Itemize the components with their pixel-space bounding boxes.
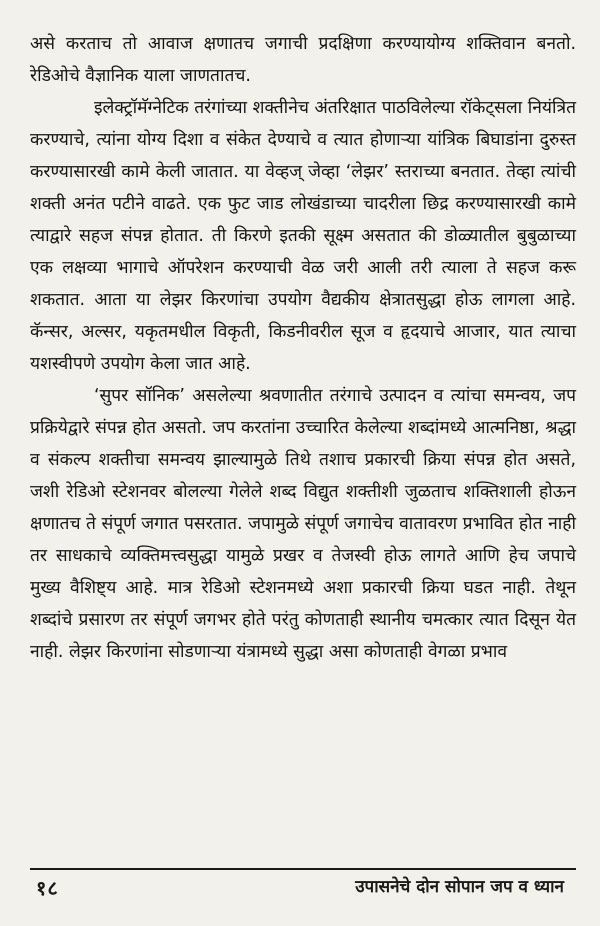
- paragraph-continuation: असे करताच तो आवाज क्षणातच जगाची प्रदक्षिणा करण्यायोग्य शक्तिवान बनतो. रेडिओचे वैज्ञानिक याला जाणतातच.: [30, 34, 576, 86]
- page-number: १८: [36, 876, 59, 900]
- paragraph-super-sonic: ‘सुपर सॉनिक’ असलेल्या श्रवणातीत तरंगाचे उत्पादन व त्यांचा समन्वय, जप प्रक्रियेद्वारे संपन्न होत असतो. जप करतांना उच्चारित केलेल्या शब्दांमध्ये आत्मनिष्ठा, श्रद्धा व संकल्प शक्तीचा समन्वय झाल्यामुळे तिथे तशाच प्रकारची क्रिया संपन्न होत असते, जशी रेडिओ स्टेशनवर बोलल्या गेलेले शब्द विद्युत शक्तीशी जुळताच शक्तिशाली होऊन क्षणातच ते संपूर्ण जगात पसरतात. जपामुळे संपूर्ण जगाचेच वातावरण प्रभावित होत नाही तर साधकाचे व्यक्तिमत्त्वसुद्धा यामुळे प्रखर व तेजस्वी होऊ लागते आणि हेच जपाचे मुख्य वैशिष्ट्य आहे. मात्र रेडिओ स्टेशनमध्ये अशा प्रकारची क्रिया घडत नाही. तेथून शब्दांचे प्रसारण तर संपूर्ण जगभर होते परंतु कोणताही स्थानीय चमत्कार त्यात दिसून येत नाही. लेझर किरणांना सोडणाऱ्या यंत्रामध्ये सुद्धा असा कोणताही वेगळा प्रभाव: [30, 386, 576, 662]
- running-footer-title: उपासनेचे दोन सोपान जप व ध्यान: [355, 877, 564, 897]
- paragraph-laser-waves: इलेक्ट्रॉमॅग्नेटिक तरंगांच्या शक्तीनेच अंतरिक्षात पाठविलेल्या रॉकेट्सला नियंत्रित करण्याचे, त्यांना योग्य दिशा व संकेत देण्याचे व त्यात होणाऱ्या यांत्रिक बिघाडांना दुरुस्त करण्यासारखी कामे केली जातात. या वेव्हज् जेव्हा ‘लेझर’ स्तराच्या बनतात. तेव्हा त्यांची शक्ती अनंत पटीने वाढते. एक फुट जाड लोखंडाच्या चादरीला छिद्र करण्यासारखी कामे त्याद्वारे सहज संपन्न होतात. ती किरणे इतकी सूक्ष्म असतात की डोळ्यातील बुबुळाच्या एक लक्षव्या भागाचे ऑपरेशन करण्याची वेळ जरी आली तरी त्याला ते सहज करू शकतात. आता या लेझर किरणांचा उपयोग वैद्यकीय क्षेत्रातसुद्धा होऊ लागला आहे. कॅन्सर, अल्सर, यकृतमधील विकृती, किडनीवरील सूज व हृदयाचे आजार, यात त्याचा यशस्वीपणे उपयोग केला जात आहे.: [30, 98, 576, 374]
- page-body: [30, 28, 576, 668]
- footer-divider: [30, 868, 576, 870]
